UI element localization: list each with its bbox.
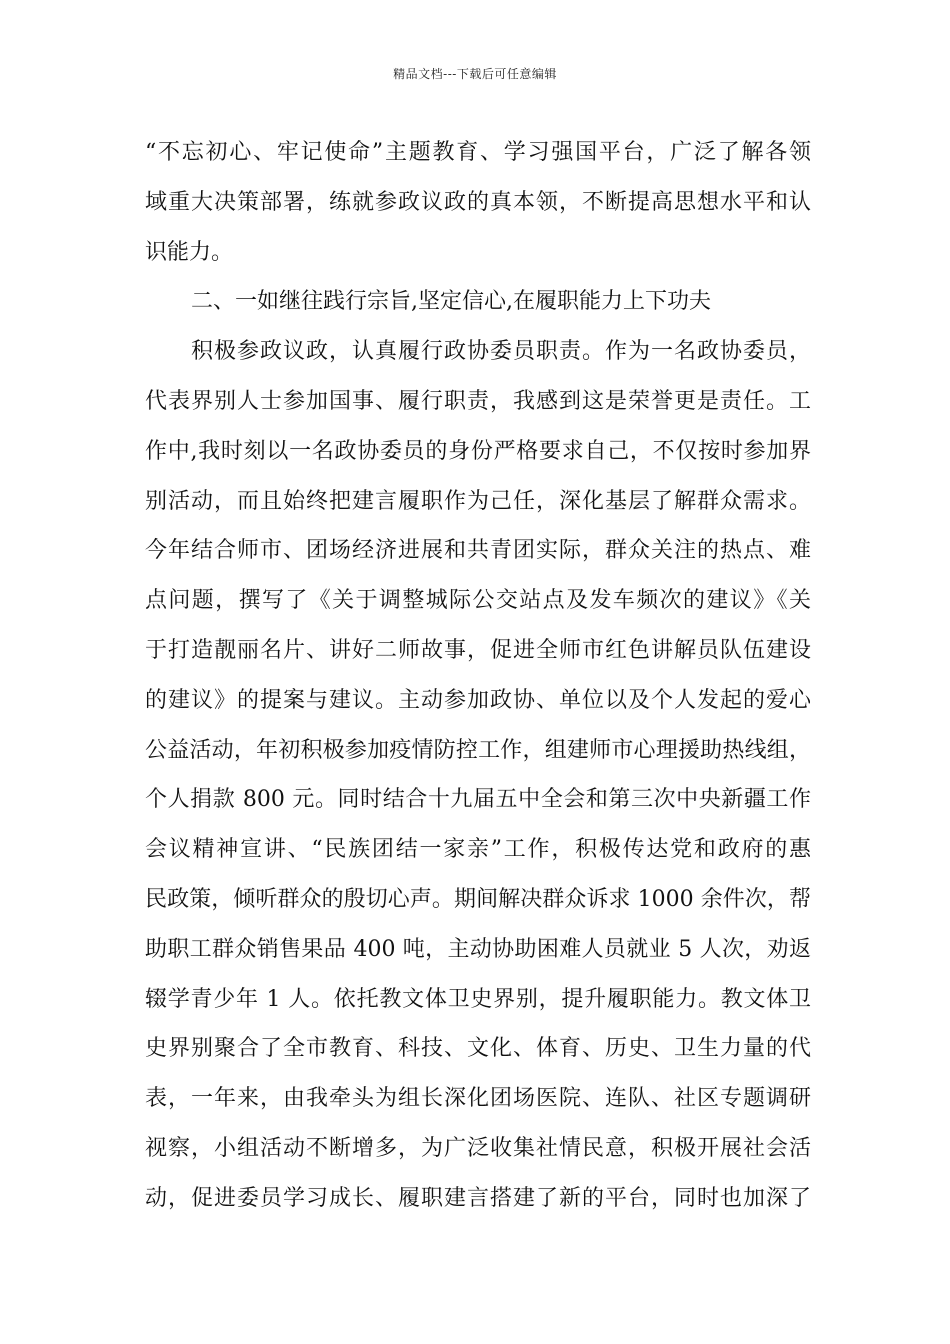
text-line: 别活动，而且始终把建言履职作为己任，深化基层了解群众需求。	[145, 488, 811, 514]
text-line: 积极参政议政，认真履行政协委员职责。作为一名政协委员，	[191, 339, 811, 365]
document-body	[145, 128, 811, 1224]
page-header: 精品文档---下载后可任意编辑	[393, 67, 557, 81]
section-heading: 二、一如继往践行宗旨,坚定信心,在履职能力上下功夫	[191, 289, 711, 315]
text-line: 史界别聚合了全市教育、科技、文化、体育、历史、卫生力量的代	[145, 1036, 811, 1062]
text-line: 视察，小组活动不断增多，为广泛收集社情民意，积极开展社会活	[145, 1135, 811, 1161]
text-line: 公益活动，年初积极参加疫情防控工作，组建师市心理援助热线组，	[145, 737, 811, 763]
text-line: 识能力。	[145, 239, 234, 265]
text-line: 个人捐款 800 元。同时结合十九届五中全会和第三次中央新疆工作	[145, 787, 811, 813]
text-line: 作中,我时刻以一名政协委员的身份严格要求自己，不仅按时参加界	[145, 438, 811, 464]
text-line: 域重大决策部署，练就参政议政的真本领，不断提高思想水平和认	[145, 189, 811, 215]
text-line: 表，一年来，由我牵头为组长深化团场医院、连队、社区专题调研	[145, 1086, 811, 1112]
text-line: 于打造靓丽名片、讲好二师故事，促进全师市红色讲解员队伍建设	[145, 637, 811, 663]
text-line: 点问题，撰写了《关于调整城际公交站点及发车频次的建议》《关	[145, 588, 811, 614]
text-line: 代表界别人士参加国事、履行职责，我感到这是荣誉更是责任。工	[145, 388, 811, 414]
text-line: 民政策，倾听群众的殷切心声。期间解决群众诉求 1000 余件次，帮	[145, 886, 811, 912]
text-line: 今年结合师市、团场经济进展和共青团实际，群众关注的热点、难	[145, 538, 811, 564]
text-line: 辍学青少年 1 人。依托教文体卫史界别，提升履职能力。教文体卫	[145, 986, 811, 1012]
text-line: 助职工群众销售果品 400 吨，主动协助困难人员就业 5 人次，劝返	[145, 936, 811, 962]
text-line: 的建议》的提案与建议。主动参加政协、单位以及个人发起的爱心	[145, 687, 811, 713]
text-line: “不忘初心、牢记使命”主题教育、学习强国平台，广泛了解各领	[145, 140, 811, 165]
text-line: 会议精神宣讲、“民族团结一家亲”工作，积极传达党和政府的惠	[145, 837, 811, 863]
text-line: 动，促进委员学习成长、履职建言搭建了新的平台，同时也加深了	[145, 1185, 811, 1211]
